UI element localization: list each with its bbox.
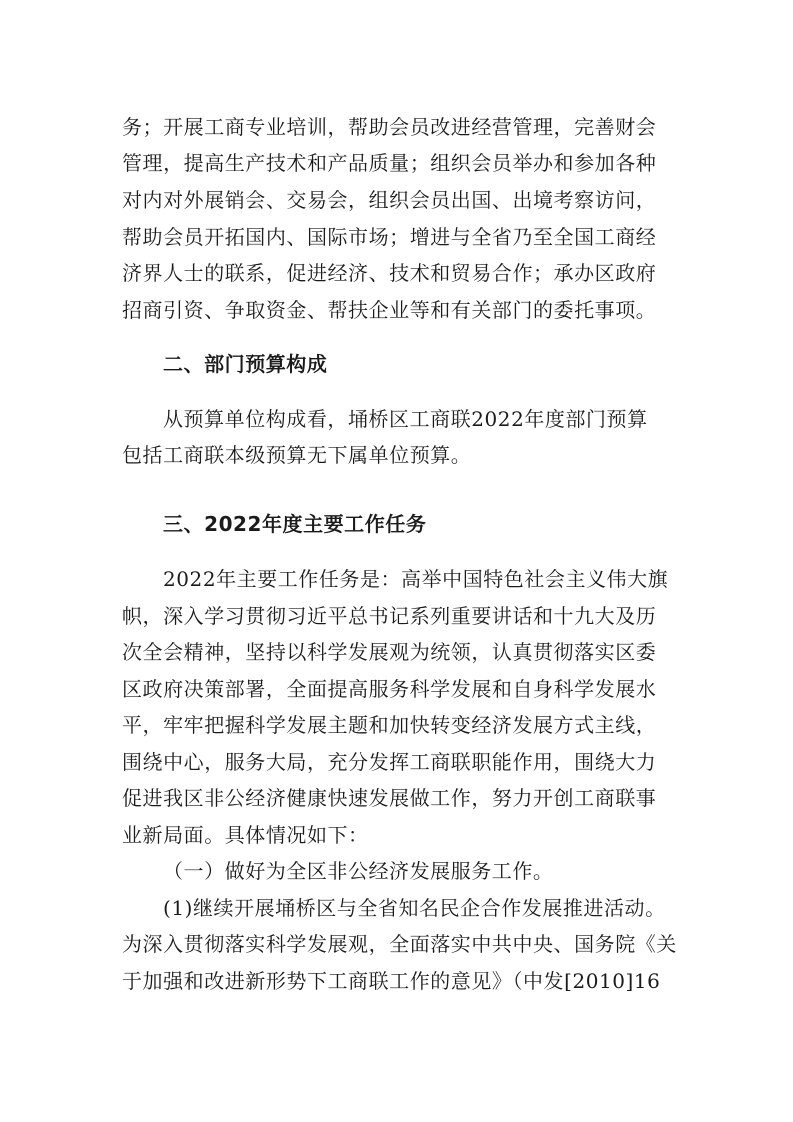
body-line: 次全会精神，坚持以科学发展观为统领，认真贯彻落实区委 [122,640,657,664]
body-line: 平，牢牢把握科学发展主题和加快转变经济发展方式主线， [122,713,657,737]
body-line: 务；开展工商专业培训，帮助会员改进经营管理，完善财会 [122,115,657,139]
section-heading: 二、部门预算构成 [163,352,328,376]
body-line: 对内对外展销会、交易会，组织会员出国、出境考察访问， [122,188,657,212]
body-line: 为深入贯彻落实科学发展观，全面落实中共中央、国务院《关 [122,932,677,956]
subsection-heading: （一）做好为全区非公经济发展服务工作。 [163,859,554,883]
body-line: 区政府决策部署，全面提高服务科学发展和自身科学发展水 [122,677,657,701]
body-line: 从预算单位构成看，埇桥区工商联2022年度部门预算 [163,407,648,431]
body-line: 帮助会员开拓国内、国际市场；增进与全省乃至全国工商经 [122,225,657,249]
body-line: 招商引资、争取资金、帮扶企业等和有关部门的委托事项。 [122,298,657,322]
section-heading: 三、2022年度主要工作任务 [163,512,427,536]
body-line: 业新局面。具体情况如下： [122,823,369,847]
body-line: 包括工商联本级预算无下属单位预算。 [122,443,472,467]
body-line: 管理，提高生产技术和产品质量；组织会员举办和参加各种 [122,151,657,175]
body-line: 于加强和改进新形势下工商联工作的意见》（中发[2010]16 [122,969,661,993]
body-line: 促进我区非公经济健康快速发展做工作，努力开创工商联事 [122,786,657,810]
body-line: 围绕中心，服务大局，充分发挥工商联职能作用，围绕大力 [122,750,657,774]
body-line: (1)继续开展埇桥区与全省知名民企合作发展推进活动。 [163,896,666,920]
body-line: 济界人士的联系，促进经济、技术和贸易合作；承办区政府 [122,261,657,285]
body-line: 2022年主要工作任务是：高举中国特色社会主义伟大旗 [163,567,669,591]
body-line: 帜，深入学习贯彻习近平总书记系列重要讲话和十九大及历 [122,604,657,628]
